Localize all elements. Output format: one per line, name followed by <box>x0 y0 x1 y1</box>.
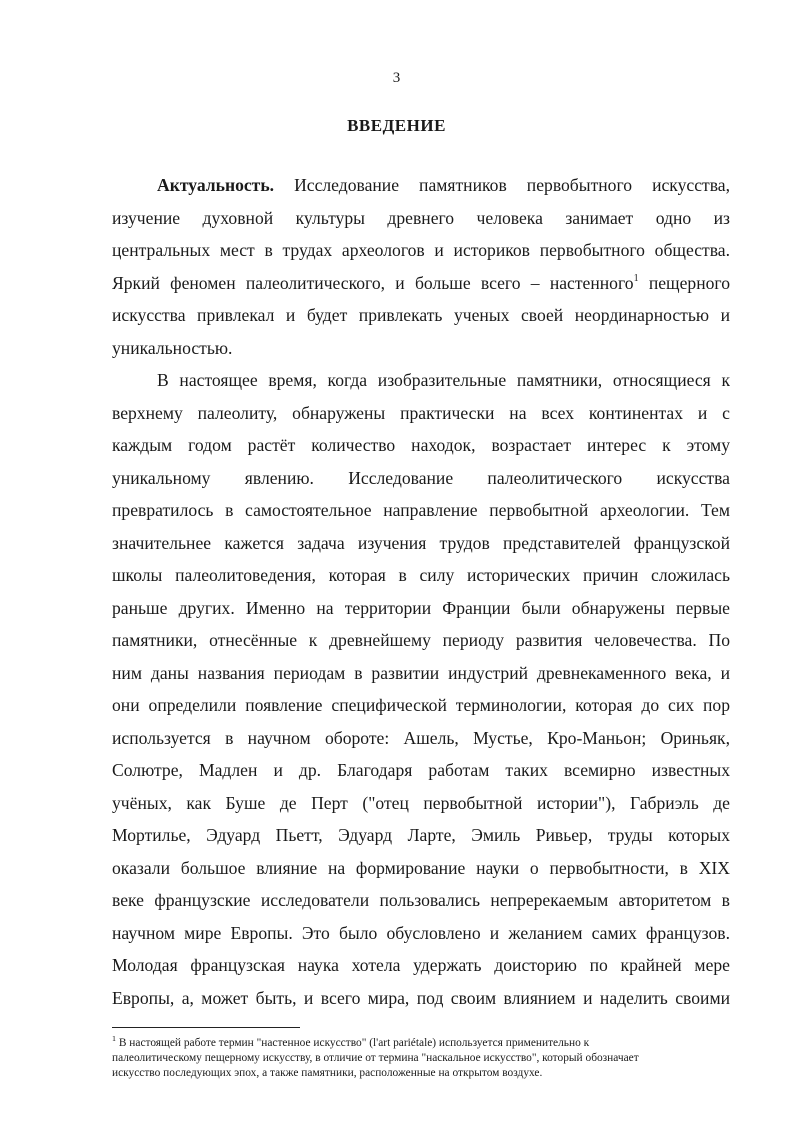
text-line: центральных мест в трудах археологов и историков первобытного общества. <box>112 240 730 260</box>
text-line: уникальному явлению. Исследование палеолитического искусства <box>112 467 730 488</box>
text-line: школы палеолитоведения, которая в силу исторических причин сложилась <box>112 565 730 585</box>
text-line: каждым годом растёт количество находок, возрастает интерес к этому <box>112 435 730 455</box>
footnote-line: палеолитическому пещерному искусству, в отличие от термина "наскальное искусство", который обозначает <box>112 1052 639 1064</box>
text-line: Европы, а, может быть, и всего мира, под своим влиянием и наделить своими <box>112 987 730 1008</box>
footnote-line <box>112 1036 730 1051</box>
text-line: учёных, как Буше де Перт ("отец первобытной истории"), Габриэль де <box>112 792 730 813</box>
text-line: раньше других. Именно на территории Франции были обнаружены первые <box>112 597 730 618</box>
footnote-marker[interactable]: 1 <box>633 272 639 284</box>
text-span: пещерного <box>638 272 730 293</box>
text-line: ним даны названия периодам в развитии индустрий древнекаменного века, и <box>112 662 730 683</box>
text-line: Молодая французская наука хотела удержать доисторию по крайней мере <box>112 955 730 975</box>
text-span: В настоящей работе термин "настенное искусство" (l'art pariétale) используется применительно к <box>116 1037 590 1049</box>
text-line: оказали большое влияние на формирование науки о первобытности, в XIX <box>112 857 730 878</box>
footnote <box>112 1036 730 1081</box>
text-line: веке французские исследователи пользовались непререкаемым авторитетом в <box>112 890 730 910</box>
text-line: они определили появление специфической терминологии, которая до сих пор <box>112 695 730 715</box>
text-line <box>112 169 730 202</box>
footnote-number: 1 <box>112 1036 116 1043</box>
text-line: используется в научном обороте: Ашель, Мустье, Кро-Маньон; Ориньяк, <box>112 727 730 748</box>
text-line: превратилось в самостоятельное направление первобытной археологии. Тем <box>112 500 730 520</box>
text-line: Мортилье, Эдуард Пьетт, Эдуард Ларте, Эмиль Ривьер, труды которых <box>112 825 730 845</box>
text-line: В настоящее время, когда изобразительные памятники, относящиеся к <box>157 370 730 390</box>
text-line <box>112 267 730 300</box>
lead-term: Актуальность. <box>157 175 275 195</box>
text-line: научном мире Европы. Это было обусловлено и желанием самих французов. <box>112 922 730 943</box>
main-text <box>112 169 730 1014</box>
page-number: 3 <box>392 70 401 86</box>
text-line: памятники, отнесённые к древнейшему периоду развития человечества. По <box>112 630 730 650</box>
text-line: значительнее кажется задача изучения трудов представителей французской <box>112 532 730 553</box>
text-line: искусства привлекал и будет привлекать ученых своей неординарностью и <box>112 305 730 325</box>
text-line: Солютре, Мадлен и др. Благодаря работам таких всемирно известных <box>112 760 730 780</box>
text-line: изучение духовной культуры древнего человека занимает одно из <box>112 207 730 228</box>
text-line: уникальностью. <box>112 337 233 358</box>
footnote-line: искусство последующих эпох, а также памятники, расположенные на открытом воздухе. <box>112 1067 543 1079</box>
footnote-divider <box>112 1027 300 1028</box>
text-line: верхнему палеолиту, обнаружены практически на всех континентах и с <box>112 402 730 423</box>
text-span: Исследование памятников первобытного искусства, <box>294 175 730 195</box>
section-title: ВВЕДЕНИЕ <box>347 116 446 135</box>
text-span: Яркий феномен палеолитического, и больше всего – настенного <box>112 272 634 293</box>
